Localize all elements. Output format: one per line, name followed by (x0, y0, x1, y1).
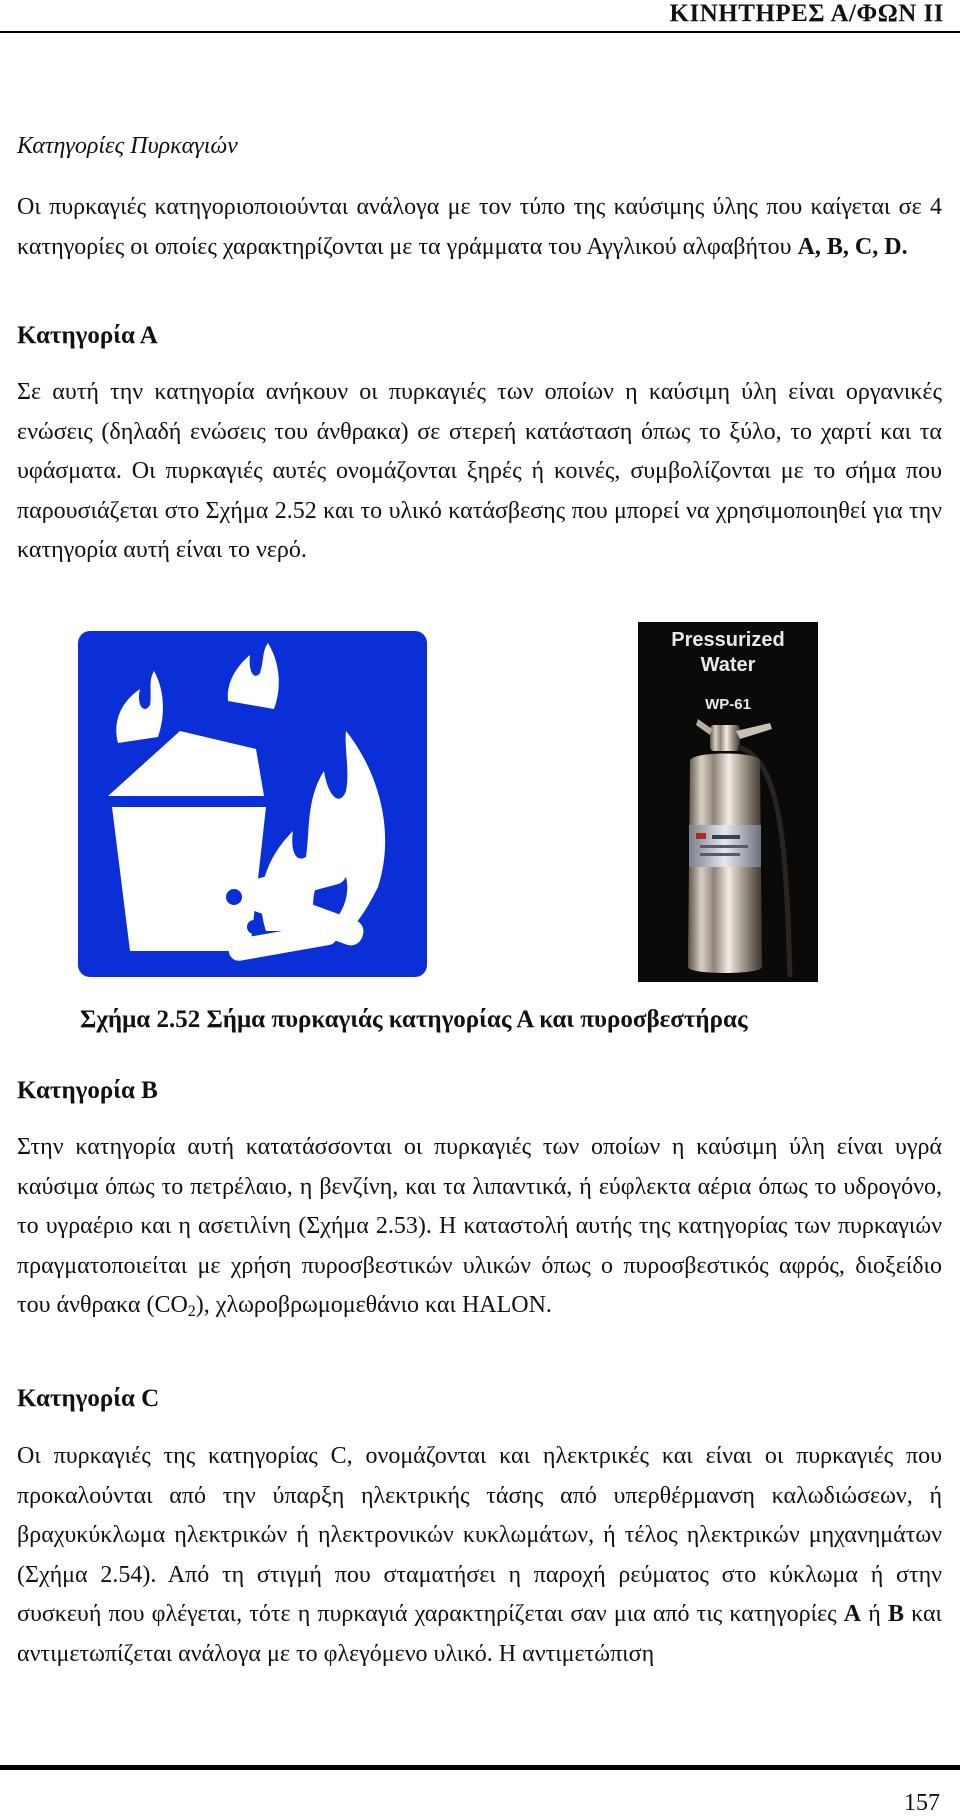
category-c-text-3: και αντιμετωπίζεται ανάλογα με το φλεγόμενο υλικό. Η αντιμετώπιση (17, 1601, 942, 1667)
extinguisher-icon (638, 717, 818, 982)
page-number: 157 (904, 1790, 940, 1816)
intro-paragraph (17, 188, 942, 267)
category-a-paragraph: Σε αυτή την κατηγορία ανήκουν οι πυρκαγιές των οποίων η καύσιμη ύλη είναι οργανικές ενώσεις (δηλαδή ενώσεις του άνθρακα) σε στερεή κατάσταση όπως το ξύλο, το χαρτί και τα υφάσματα. Οι πυρκαγιές αυτές ονομάζονται ξηρές ή κοινές, συμβολίζονται με το σήμα που παρουσιάζεται στο Σχήμα 2.52 και το υλικό κατάσβεσης που μπορεί να χρησιμοποιηθεί για την κατηγορία αυτή είναι το νερό. (17, 379, 942, 563)
extinguisher-model: WP-61 (705, 696, 751, 713)
extinguisher-label (638, 628, 818, 678)
category-c-heading: Κατηγορία C (17, 1385, 160, 1412)
fire-class-a-sign-icon (78, 631, 427, 977)
category-c-bold-b: Β (887, 1601, 904, 1627)
category-c-bold-a: Α (843, 1601, 862, 1627)
extinguisher-photo (638, 622, 818, 982)
section-title: Κατηγορίες Πυρκαγιών (17, 133, 238, 159)
category-b-text: Στην κατηγορία αυτή κατατάσσονται οι πυρκαγιές των οποίων η καύσιμη ύλη είναι υγρά καύσιμα όπως το πετρέλαιο, η βενζίνη, και τα λιπαντικά, ή εύφλεκτα αέρια όπως το υδρογόνο, το υγραέριο και η ασετιλίνη (Σχήμα 2.53). Η καταστολή αυτής της κατηγορίας των πυρκαγιών πραγματοποιείται με χρήση πυροσβεστικών υλικών όπως ο πυροσβεστικός αφρός, διοξείδιο του άνθρακα (CO (17, 1134, 942, 1318)
category-a-heading: Κατηγορία Α (17, 322, 158, 349)
footer-rule (0, 1765, 960, 1770)
category-b-heading: Κατηγορία Β (17, 1077, 158, 1104)
intro-text: Οι πυρκαγιές κατηγοριοποιούνται ανάλογα με τον τύπο της καύσιμης ύλης που καίγεται σε 4 κατηγορίες οι οποίες χαρακτηρίζονται με τα γράμματα του Αγγλικού αλφαβήτου (17, 194, 942, 260)
category-c-text-2: ή (861, 1601, 888, 1627)
intro-letters: A, B, C, D. (797, 233, 908, 260)
category-c-text-1: Οι πυρκαγιές της κατηγορίας C, ονομάζονται και ηλεκτρικές και είναι οι πυρκαγιές που προκαλούνται από την ύπαρξη ηλεκτρικής τάσης από υπερθέρμανση καλωδιώσεων, ή βραχυκύκλωμα ηλεκτρικών ή ηλεκτρονικών κυκλωμάτων, ή τέλος ηλεκτρικών μηχανημάτων (Σχήμα 2.54). Από τη στιγμή που σταματήσει η παροχή ρεύματος στο κύκλωμα ή στην συσκευή που φλέγεται, τότε η πυρκαγιά χαρακτηρίζεται σαν μια από τις κατηγορίες (17, 1443, 942, 1627)
extinguisher-label-line2: Water (700, 654, 756, 676)
category-b-paragraph (17, 1128, 942, 1332)
co2-subscript: 2 (187, 1303, 196, 1320)
page-header (0, 0, 960, 33)
figure-caption: Σχήμα 2.52 Σήμα πυρκαγιάς κατηγορίας Α και πυροσβεστήρας (80, 1006, 748, 1033)
header-title: ΚΙΝΗΤΗΡΕΣ Α/ΦΩΝ ΙΙ (669, 0, 944, 27)
category-c-paragraph (17, 1437, 942, 1674)
extinguisher-label-line1: Pressurized (671, 629, 785, 651)
category-b-text-end: ), χλωροβρωμομεθάνιο και HALON. (195, 1292, 552, 1318)
